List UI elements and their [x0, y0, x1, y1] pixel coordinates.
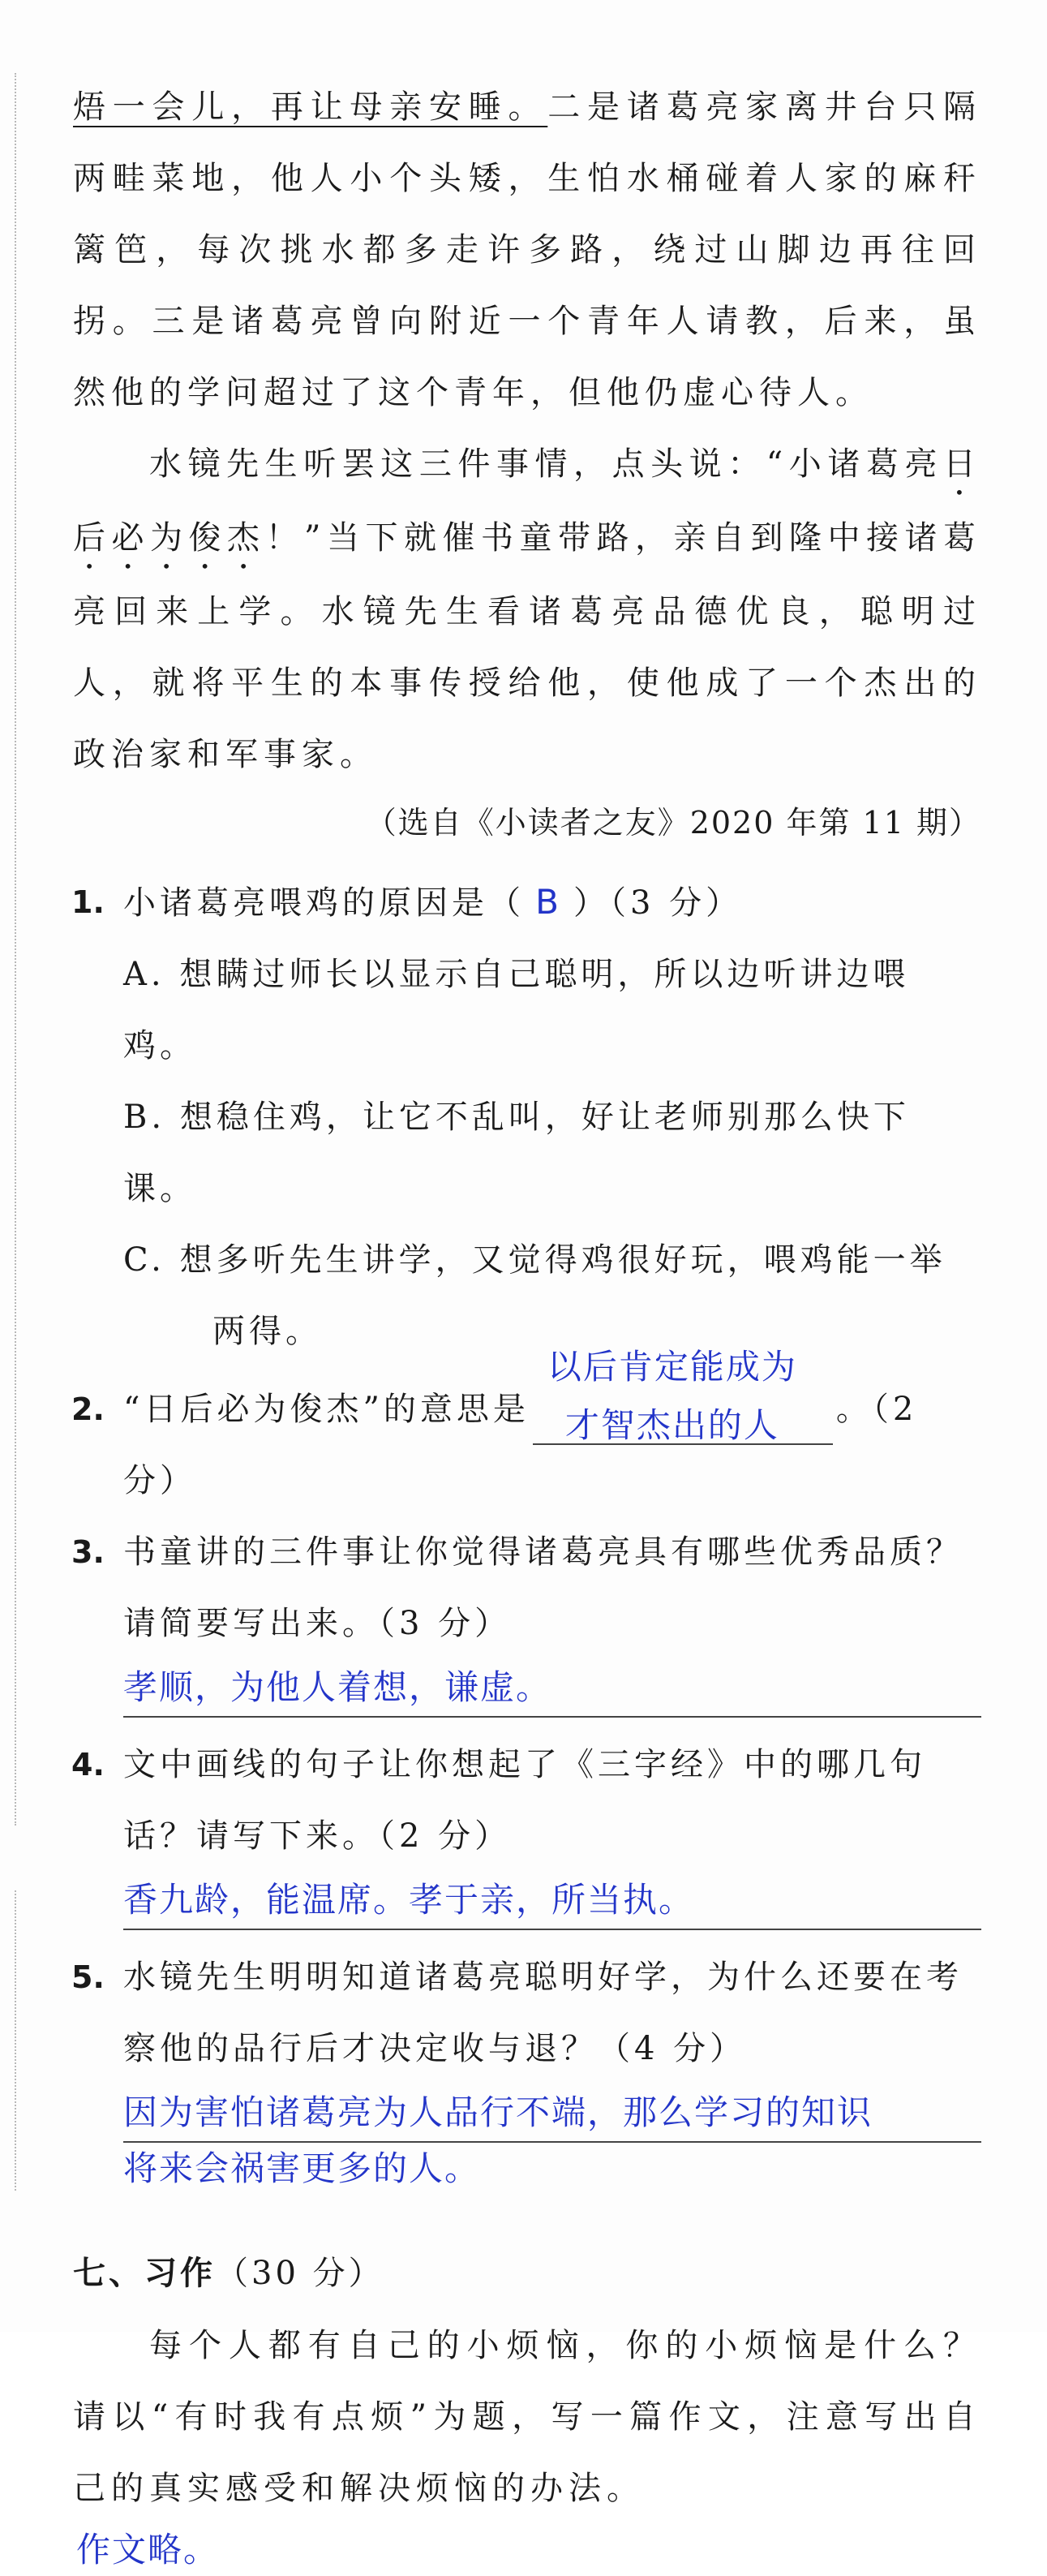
answer-line[interactable]: 孝顺，为他人着想，谦虚。 [123, 1659, 981, 1718]
option-c-continued: 两得。 [212, 1313, 322, 1350]
question-2 [71, 1347, 981, 1516]
question-stem: 水镜先生明明知道诸葛亮聪明好学，为什么还要在考察他的品行后才决定收与退？（4 分） [123, 1959, 963, 2067]
passage-text: 水镜先生听罢这三件事情，点头说：“小诸葛亮 [149, 445, 943, 483]
passage-text: ！”当下就催书童带路，亲自到隆中接诸葛亮回来上学。水镜先生看诸葛亮品德优良，聪明过人，就将平生的本事传授给他，使他成了一个杰出的政治家和军事家。 [73, 519, 982, 773]
binding-dotted-line [15, 73, 16, 1826]
section-points: （30 分） [216, 2255, 384, 2292]
answer-blank[interactable] [533, 1347, 833, 1445]
section-heading [73, 2237, 981, 2310]
question-4 [73, 1729, 981, 1930]
option-b[interactable]: B. 想稳住鸡，让它不乱叫，好让老师别那么快下课。 [123, 1099, 910, 1207]
question-stem [123, 867, 981, 939]
question-number: 4. [71, 1747, 105, 1783]
passage-paragraph [73, 71, 981, 428]
section-title: 七、习作 [73, 2255, 216, 2292]
option-c[interactable]: C. 想多听先生讲学，又觉得鸡很好玩，喂鸡能一举 [123, 1241, 946, 1279]
question-stem: 书童讲的三件事让你觉得诸葛亮具有哪些优秀品质？请简要写出来。（3 分） [123, 1533, 963, 1642]
worksheet-content [73, 71, 981, 2576]
binding-dotted-line [15, 1890, 16, 2191]
question-points: ）（3 分） [573, 884, 743, 922]
question-number: 5. [71, 1959, 105, 1995]
dotted-phrase: 日后必为俊杰 [73, 445, 981, 557]
answer-text: 才智杰出的人 [564, 1405, 779, 1445]
underlined-sentence: 焐一会儿，再让母亲安睡。 [73, 88, 548, 126]
writing-prompt: 每个人都有自己的小烦恼，你的小烦恼是什么？请以“有时我有点烦”为题，写一篇作文，注意写出自己的真实感受和解决烦恼的办法。 [73, 2327, 981, 2507]
answer-text: 以后肯定能成为 [547, 1347, 797, 1387]
question-1 [73, 867, 981, 1367]
answer-choice[interactable]: B [535, 882, 563, 922]
question-stem-text: “日后必为俊杰”的意思是 [123, 1391, 530, 1428]
section-writing [73, 2237, 981, 2576]
passage-text: 畦菜地，他人小个头矮，生怕水桶碰着人家的麻秆篱笆，每次挑水都多走许多路，绕过山脚边再往回拐。三是诸葛亮曾向附近一个青年人请教，后来，虽然他的学问超过了这个青年，但他仍虚心待人。 [73, 160, 982, 411]
question-number: 3. [71, 1534, 105, 1570]
passage-text: 二是诸葛亮家离井台只隔两 [73, 88, 982, 197]
question-points: 。（2 分） [123, 1391, 918, 1499]
question-stem: 文中画线的句子让你想起了《三字经》中的哪几句话？请写下来。（2 分） [123, 1746, 926, 1855]
answer-line[interactable]: 因为害怕诸葛亮为人品行不端，那么学习的知识 [123, 2084, 981, 2143]
option-a[interactable]: A. 想瞒过师长以显示自己聪明，所以边听讲边喂鸡。 [123, 956, 910, 1064]
writing-answer[interactable]: 作文略。 [76, 2530, 220, 2570]
passage-source: （选自《小读者之友》2020 年第 11 期） [365, 805, 981, 841]
question-number: 2. [71, 1391, 105, 1427]
question-number: 1. [71, 884, 105, 920]
answer-line[interactable]: 将来会祸害更多的人。 [123, 2148, 481, 2188]
question-stem-text: 小诸葛亮喂鸡的原因是（ [123, 884, 525, 922]
answer-line[interactable]: 香九龄，能温席。孝于亲，所当执。 [123, 1872, 981, 1930]
question-5 [73, 1942, 981, 2195]
question-3 [73, 1516, 981, 1718]
passage-paragraph [73, 428, 981, 790]
question-stem [123, 1347, 981, 1516]
